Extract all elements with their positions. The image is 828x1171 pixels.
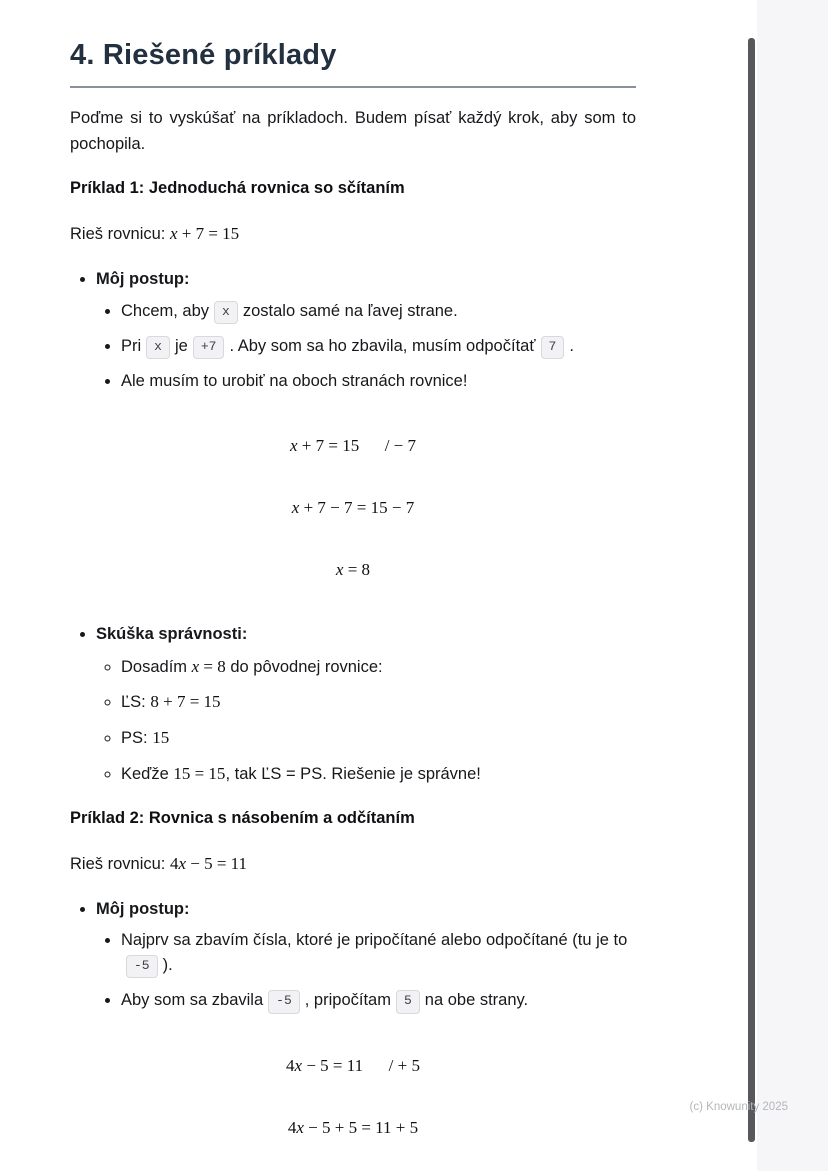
step-text: zostalo samé na ľavej strane. (242, 301, 458, 320)
inline-math: 15 = 15 (173, 763, 226, 783)
check-text: Keďže (121, 764, 174, 783)
check-text: , tak ĽS = PS. Riešenie je správne! (225, 764, 481, 783)
step-text: je (174, 336, 188, 355)
inline-math: 15 (152, 728, 170, 748)
title-rule (70, 86, 636, 88)
step-text: Pri (121, 336, 142, 355)
list-item (96, 897, 636, 1014)
step-text: na obe strany. (424, 991, 529, 1010)
example1-postup-list (70, 267, 636, 394)
check-text: ĽS: (121, 693, 151, 712)
example2-postup-list (70, 897, 636, 1014)
example2-heading: Príklad 2: Rovnica s násobením a odčítaním (70, 808, 415, 827)
task-prefix: Rieš rovnicu: (70, 854, 170, 873)
example1-check-list (70, 622, 636, 787)
step-text: ). (162, 956, 173, 975)
example2-task (70, 852, 636, 877)
check-item (121, 725, 636, 751)
code-chip: -5 (126, 955, 158, 978)
check-item (121, 761, 636, 787)
example1-steps (96, 299, 636, 394)
inline-math: x = 8 (191, 656, 226, 676)
check-text: do pôvodnej rovnice: (225, 657, 383, 676)
step-text: Ale musím to urobiť na oboch stranách rovnice! (121, 372, 468, 391)
step-item (121, 334, 636, 359)
inline-math: 8 + 7 = 15 (150, 692, 221, 712)
math-display-line: 4x − 5 + 5 = 11 + 5 (287, 1117, 419, 1137)
scrollbar[interactable] (748, 38, 755, 1142)
intro-paragraph: Poďme si to vyskúšať na príkladoch. Budem písať každý krok, aby som to pochopila. (70, 108, 636, 153)
document-content (70, 40, 636, 1171)
code-chip: x (146, 336, 170, 359)
code-chip: +7 (193, 336, 225, 359)
example2-steps (96, 928, 636, 1013)
postup-label: Môj postup: (96, 269, 190, 288)
task-prefix: Rieš rovnicu: (70, 225, 170, 244)
step-item (121, 369, 636, 394)
step-text: . Aby som sa ho zbavila, musím odpočítať (229, 336, 536, 355)
code-chip: x (214, 301, 238, 324)
example1-heading: Príklad 1: Jednoduchá rovnica so sčítaním (70, 179, 405, 198)
code-chip: 5 (396, 990, 420, 1013)
step-text: Aby som sa zbavila (121, 991, 264, 1010)
math-display-line: x = 8 (335, 559, 371, 579)
check-text: Dosadím (121, 657, 192, 676)
code-chip: 7 (541, 336, 565, 359)
step-item (121, 988, 636, 1013)
code-chip: -5 (268, 990, 300, 1013)
math-display-line: 4x − 5 = 11 / + 5 (286, 1055, 420, 1075)
inline-math: x + 7 = 15 (169, 224, 240, 244)
check-item (121, 654, 636, 680)
math-display-line: x + 7 = 15 / − 7 (289, 435, 417, 455)
step-text: Chcem, aby (121, 301, 210, 320)
list-item (96, 622, 636, 787)
inline-math: 4x − 5 = 11 (169, 853, 248, 873)
page-right-margin (757, 0, 828, 1171)
check-label: Skúška správnosti: (96, 624, 248, 643)
step-text: , pripočítam (304, 991, 391, 1010)
step-text: . (569, 336, 574, 355)
math-display-line: x + 7 − 7 = 15 − 7 (291, 497, 415, 517)
list-item (96, 267, 636, 394)
example1-task (70, 222, 636, 247)
step-item (121, 299, 636, 324)
step-item (121, 928, 636, 978)
page-title: 4. Riešené príklady (70, 39, 337, 71)
example1-check-items (96, 654, 636, 787)
check-text: PS: (121, 729, 153, 748)
postup-label: Môj postup: (96, 899, 190, 918)
step-text: Najprv sa zbavím čísla, ktoré je pripočítané alebo odpočítané (tu je to (121, 931, 628, 950)
check-item (121, 689, 636, 715)
watermark: (c) Knowunity 2025 (689, 1101, 788, 1113)
